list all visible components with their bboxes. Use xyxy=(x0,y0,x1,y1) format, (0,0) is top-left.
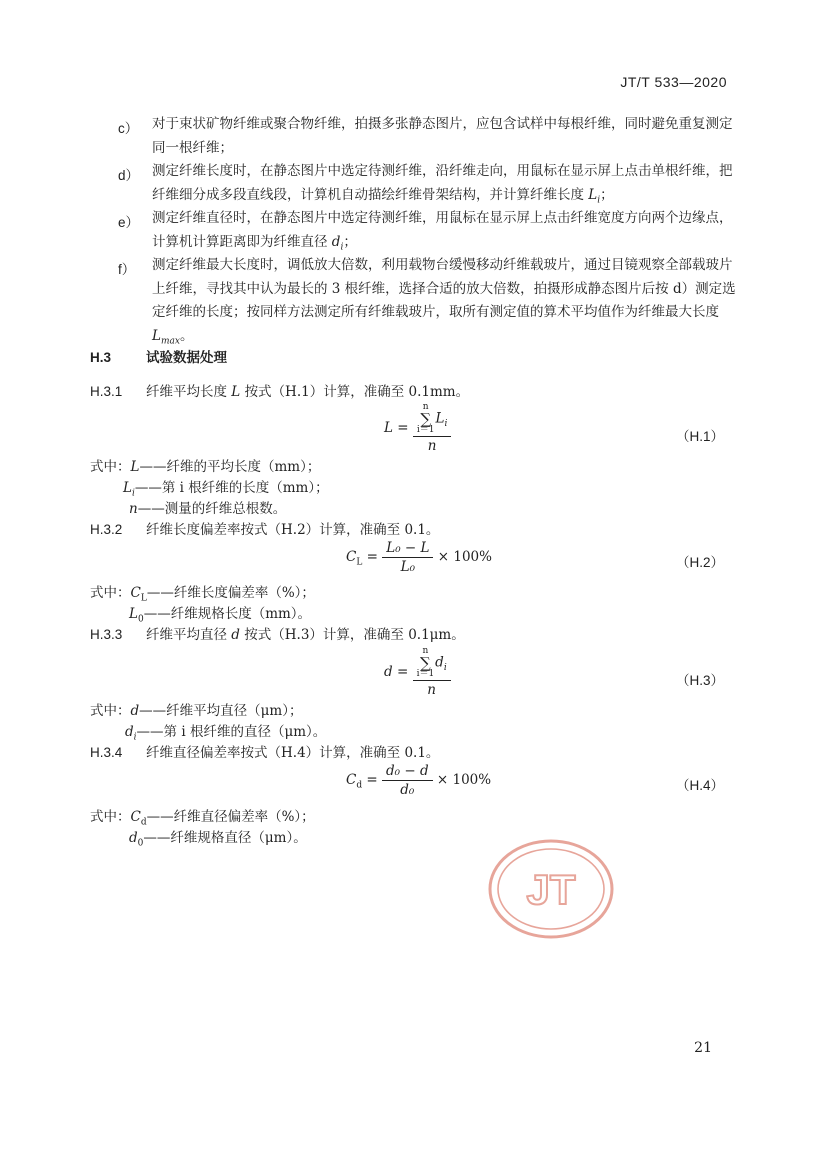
where-h4-0: 式中：$C_d——$纤维直径偏差率（%）； xyxy=(90,809,315,828)
list-marker-f: f） xyxy=(118,262,136,277)
section-heading xyxy=(90,346,227,366)
formula-h2: $C_L$ = $\frac{\text{L₀ − L}}{\text{L₀}}$ × 100% xyxy=(346,540,492,575)
where-h1-2: n——测量的纤维总根数。 xyxy=(129,501,287,517)
list-marker-e: e） xyxy=(118,215,140,230)
list-item-c: 对于束状矿物纤维或聚合物纤维，拍摄多张静态图片，应包含试样中每根纤维，同时避免重复测定同一根纤维； xyxy=(152,116,733,156)
where-h1-1: $L_i——$第 i 根纤维的长度（mm）； xyxy=(123,480,329,499)
equation-label-h3: （H.3） xyxy=(675,673,724,688)
list-marker-c: c） xyxy=(118,121,139,136)
formula-h3: d = n ∑ $i=1d_i$ n xyxy=(384,647,451,698)
equation-label-h1: （H.1） xyxy=(675,429,724,444)
section-number: H.3 xyxy=(90,350,112,365)
list-marker-d: d） xyxy=(118,168,140,183)
list-item-d: 测定纤维长度时，在静态图片中选定待测纤维，沿纤维走向，用鼠标在显示屏上点击单根纤维，把纤维细分成多段直线段，计算机自动描绘纤维骨架结构，并计算纤维长度 $L_i$； xyxy=(152,163,733,206)
where-h4-1: $d_0——$纤维规格直径（μm）。 xyxy=(129,830,307,849)
list-item-f: 测定纤维最大长度时，调低放大倍数，利用载物台缓慢移动纤维载玻片，通过目镜观察全部载玻片上纤维，寻找其中认为最长的 3 根纤维，选择合适的放大倍数，拍摄形成静态图片后按 d）测定选定纤维的长度；按同样方法测定所有纤维载玻片，取所有测定值的算术平均值作为纤维最大长度 $L_{max}$。 xyxy=(152,257,736,347)
clause-h34: H.3.4 纤维直径偏差率按式（H.4）计算，准确至 0.1。 xyxy=(90,745,440,761)
where-h3-0: 式中：d——纤维平均直径（μm）； xyxy=(90,703,303,719)
jt-watermark-logo xyxy=(487,838,615,940)
standard-number: JT/T 533—2020 xyxy=(620,74,727,90)
list-item-e: 测定纤维直径时，在静态图片中选定待测纤维，用鼠标在显示屏上点击纤维宽度方向两个边缘点，计算机计算距离即为纤维直径 $d_i$； xyxy=(152,210,733,253)
where-h3-1: $d_i——$第 i 根纤维的直径（μm）。 xyxy=(125,724,327,743)
clause-h31: H.3.1 纤维平均长度 L 按式（H.1）计算，准确至 0.1mm。 xyxy=(90,384,470,400)
formula-h4: $C_d$ = $\frac{\text{d₀ − d}}{\text{d₀}}$ × 100% xyxy=(346,763,492,798)
clause-h32: H.3.2 纤维长度偏差率按式（H.2）计算，准确至 0.1。 xyxy=(90,522,440,538)
clause-h33: H.3.3 纤维平均直径 d 按式（H.3）计算，准确至 0.1μm。 xyxy=(90,627,465,643)
where-h2-0: 式中：$C_L——$纤维长度偏差率（%）； xyxy=(90,585,315,604)
equation-label-h2: （H.2） xyxy=(675,555,724,570)
formula-h1: L = n ∑ $i=1L_i$ n xyxy=(384,403,451,454)
page-number: 21 xyxy=(694,1040,712,1056)
where-h2-1: $L_0——$纤维规格长度（mm）。 xyxy=(129,606,312,625)
watermark-text: JT xyxy=(526,866,576,913)
where-h1-0: 式中：L——纤维的平均长度（mm）； xyxy=(90,459,321,475)
equation-label-h4: （H.4） xyxy=(675,778,724,793)
section-title: 试验数据处理 xyxy=(146,350,227,365)
